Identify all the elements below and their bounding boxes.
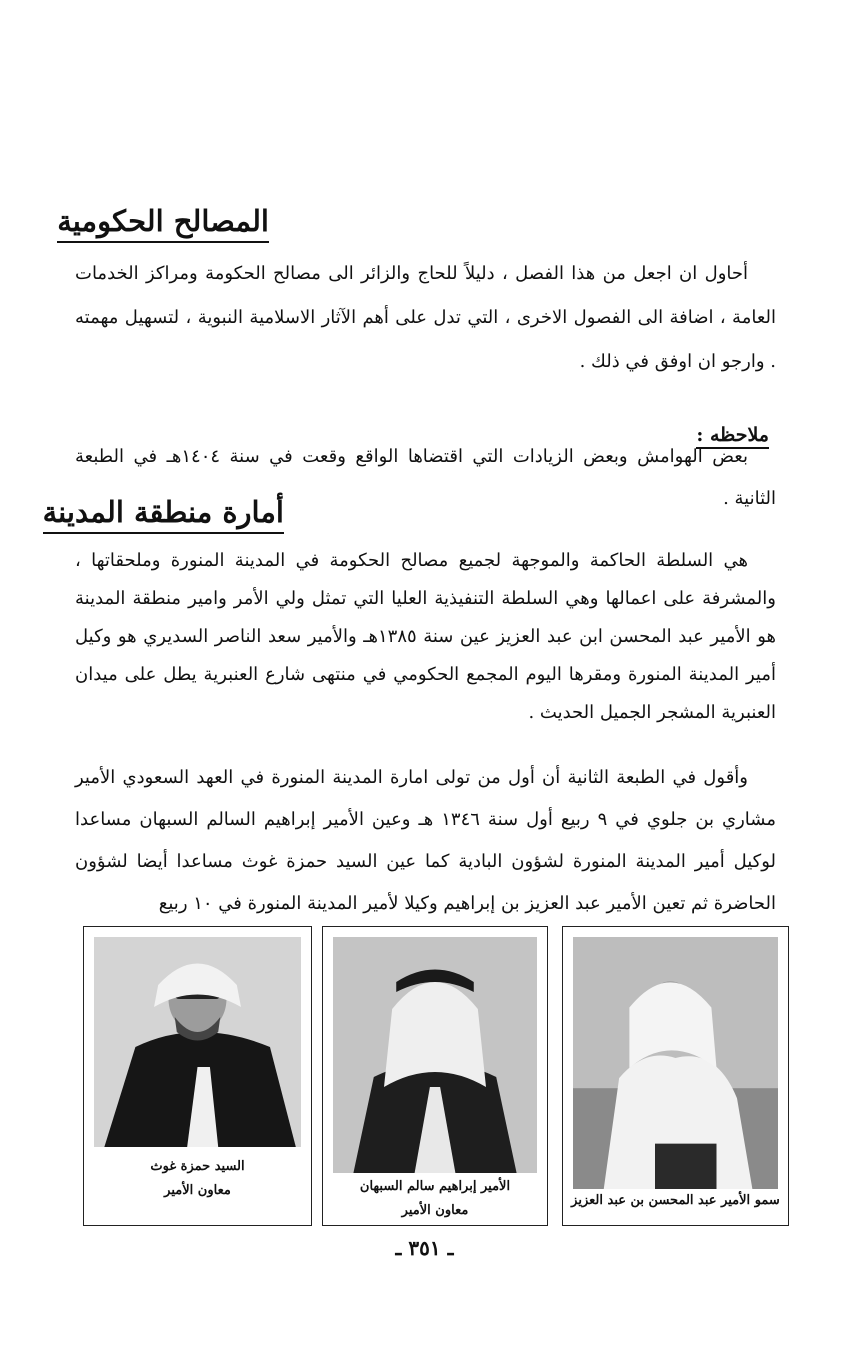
photo-caption <box>567 1189 784 1213</box>
caption-name: السيد حمزة غوث <box>150 1159 245 1174</box>
portrait-photo <box>94 937 301 1147</box>
caption-title: معاون الأمير <box>401 1203 469 1218</box>
emirate-paragraph-2: وأقول في الطبعة الثانية أن أول من تولى امارة المدينة المنورة في العهد السعودي الأمير مشاري بن جلوي في ٩ ربيع أول سنة ١٣٤٦ هـ وعين الأمير إبراهيم السالم السبهان مساعدا لوكيل أمير المدينة المنورة لشؤون البادية كما عين السيد حمزة غوث مساعدا أيضا لشؤون الحاضرة ثم تعين الأمير عبد العزيز بن إبراهيم وكيلا لأمير المدينة المنورة في ١٠ ربيع <box>75 767 776 914</box>
photo-frame-sabhan <box>322 926 548 1226</box>
caption-name: سمو الأمير عبد المحسن بن عبد العزيز <box>571 1193 780 1208</box>
note-paragraph: بعض الهوامش وبعض الزيادات التي اقتضاها الواقع وقعت في سنة ١٤٠٤هـ في الطبعة الثانية . <box>75 446 776 509</box>
note-label: ملاحظه : <box>696 424 769 449</box>
emirate-paragraph-1: هي السلطة الحاكمة والموجهة لجميع مصالح الحكومة في المدينة المنورة وملحقاتها ، والمشرفة على اعمالها وهي السلطة التنفيذية العليا التي تمثل ولي الأمر وامير منطقة المدينة هو الأمير عبد المحسن ابن عبد العزيز عين سنة ١٣٨٥هـ والأمير سعد الناصر السديري هو وكيل أمير المدينة المنورة ومقرها اليوم المجمع الحكومي في منتهى شارع العنبرية يطل على ميدان العنبرية المشجر الجميل الحديث . <box>75 550 776 723</box>
photo-row <box>80 926 789 1228</box>
caption-name: الأمير إبراهيم سالم السبهان <box>359 1179 511 1194</box>
photo-caption <box>327 1175 543 1223</box>
section-title-government-departments: المصالح الحكومية <box>57 204 269 243</box>
photo-caption <box>88 1155 307 1203</box>
portrait-photo <box>573 937 778 1189</box>
intro-paragraph: أحاول ان اجعل من هذا الفصل ، دليلاً للحاج والزائر الى مصالح الحكومة ومراكز الخدمات العامة ، اضافة الى الفصول الاخرى ، التي تدل على أهم الآثار الاسلامية النبوية ، لتسهيل مهمته . وارجو ان اوفق في ذلك . <box>75 263 776 372</box>
portrait-photo <box>333 937 537 1173</box>
caption-title: معاون الأمير <box>164 1183 231 1198</box>
section-title-madinah-emirate: أمارة منطقة المدينة <box>43 495 284 534</box>
page-number: ـ ٣٥١ ـ <box>395 1236 454 1260</box>
photo-frame-abdulmohsen <box>562 926 789 1226</box>
photo-frame-hamza-ghouth <box>83 926 312 1226</box>
